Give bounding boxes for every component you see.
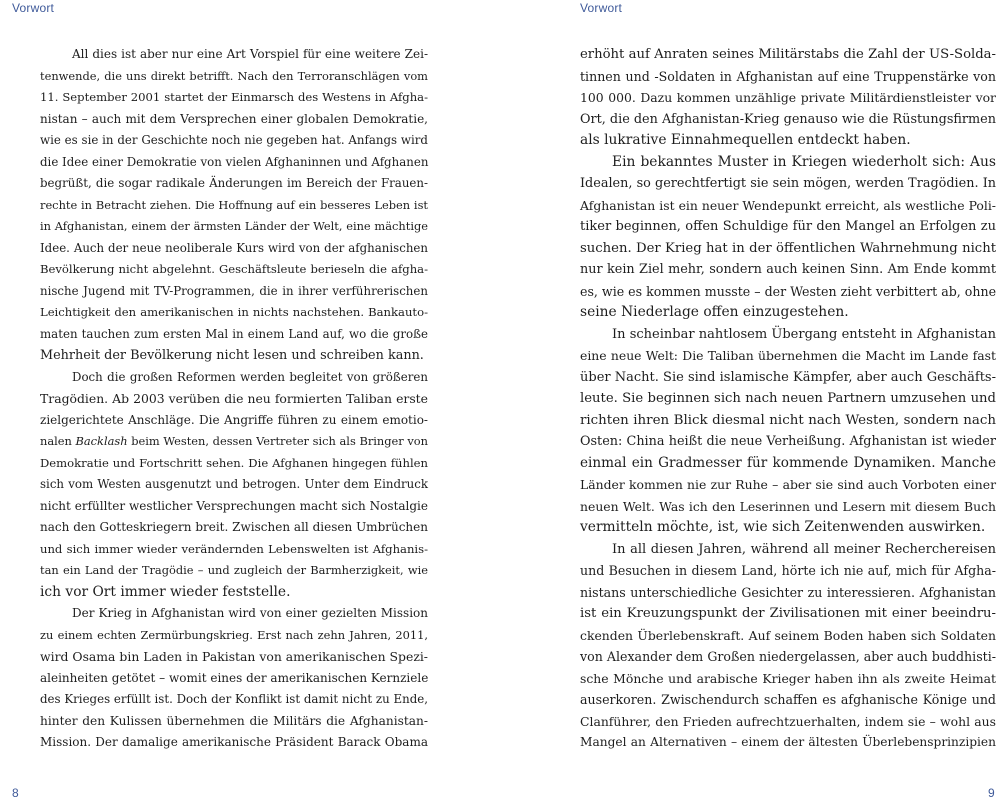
text-line: Leichtigkeit den amerikanischen in nichts nachstehen. Bankauto- xyxy=(40,305,428,319)
text-line: Mission. Der damalige amerikanische Präsident Barack Obama xyxy=(40,735,428,749)
text-line: leute. Sie beginnen sich nach neuen Partnern umzusehen und xyxy=(580,391,996,406)
text-line: Ein bekanntes Muster in Kriegen wiederholt sich: Aus xyxy=(612,153,996,170)
text-line: wie es sie in der Geschichte noch nie gegeben hat. Anfangs wird xyxy=(40,133,428,147)
text-line: Länder kommen nie zur Ruhe – aber sie sind auch Vorboten einer xyxy=(580,477,996,492)
text-line: in Afghanistan, einem der ärmsten Länder der Welt, eine mächtige xyxy=(40,219,428,233)
text-line: Clanführer, den Frieden aufrechtzuerhalten, indem sie – wohl aus xyxy=(580,713,996,729)
text-line: richten ihren Blick diesmal nicht nach Westen, sondern nach xyxy=(580,412,996,428)
text-line: und Besuchen in diesem Land, hörte ich nie auf, mich für Afgha- xyxy=(580,563,996,578)
text-line: aleinheiten getötet – womit eines der amerikanischen Kernziele xyxy=(40,670,429,685)
text-line: Demokratie und Fortschritt sehen. Die Afghanen hingegen fühlen xyxy=(40,455,428,470)
text-line: In all diesen Jahren, während all meiner Recherchereisen xyxy=(612,541,996,557)
text-line: von Alexander dem Großen niedergelassen, aber auch buddhisti- xyxy=(580,649,996,664)
body-text xyxy=(580,44,996,754)
text-line: 11. September 2001 startet der Einmarsch des Westens in Afgha- xyxy=(40,90,428,104)
page-number: 9 xyxy=(988,786,995,800)
text-line: ist ein Kreuzungspunkt der Zivilisationen mit einer beeindru- xyxy=(580,606,996,621)
text-line: auserkoren. Zwischendurch schaffen es afghanische Könige und xyxy=(580,692,996,707)
text-line: ich vor Ort immer wieder feststelle. xyxy=(40,583,291,600)
page-number: 8 xyxy=(12,786,19,800)
text-line: sche Mönche und arabische Krieger haben ihn als zweite Heimat xyxy=(580,670,996,686)
text-line: des Krieges erfüllt ist. Doch der Konflikt ist damit nicht zu Ende, xyxy=(40,692,428,706)
running-head: Vorwort xyxy=(12,1,55,15)
text-line: Afghanistan ist ein neuer Wendepunkt erreicht, als westliche Poli- xyxy=(580,197,996,213)
text-line: hinter den Kulissen übernehmen die Militärs die Afghanistan- xyxy=(40,713,428,728)
text-line: Mehrheit der Bevölkerung nicht lesen und schreiben kann. xyxy=(40,348,424,363)
running-head: Vorwort xyxy=(580,1,623,15)
text-line: nalen Backlash beim Westen, dessen Vertreter sich als Bringer von xyxy=(40,434,429,448)
text-line: seine Niederlage offen einzugestehen. xyxy=(580,304,849,320)
text-line: es, wie es kommen musste – der Westen zieht verbittert ab, ohne xyxy=(580,283,997,299)
text-line: In scheinbar nahtlosem Übergang entsteht in Afghanistan xyxy=(612,326,996,342)
text-line: nicht erfüllter westlicher Versprechungen macht sich Nostalgie xyxy=(40,498,428,513)
text-line: nistans unterschiedliche Gesichter zu interessieren. Afghanistan xyxy=(580,584,996,600)
text-line: Osten: China heißt die neue Verheißung. Afghanistan ist wieder xyxy=(580,434,996,449)
text-line: tenwende, die uns direkt betrifft. Nach den Terroranschlägen vom xyxy=(40,68,428,83)
text-line: tiker beginnen, offen Schuldige für den Mangel an Erfolgen zu xyxy=(580,219,996,234)
text-line: begrüßt, die sogar radikale Änderungen im Bereich der Frauen- xyxy=(40,176,428,190)
text-line: nur kein Ziel mehr, sondern auch keinen Sinn. Am Ende kommt xyxy=(580,262,996,277)
text-line: Bevölkerung nicht abgelehnt. Geschäftsleute berieseln die afgha- xyxy=(40,262,428,276)
text-line: Der Krieg in Afghanistan wird von einer gezielten Mission xyxy=(72,606,428,620)
text-line: erhöht auf Anraten seines Militärstabs die Zahl der US-Solda- xyxy=(580,47,996,62)
text-line: sich vom Westen ausgenutzt und betrogen. Unter dem Eindruck xyxy=(40,477,428,491)
text-line: nistan – auch mit dem Versprechen einer globalen Demokratie, xyxy=(40,111,428,126)
text-line: neuen Welt. Was ich den Leserinnen und Lesern mit diesem Buch xyxy=(580,498,996,514)
text-line: zielgerichtete Anschläge. Die Angriffe führen zu einem emotio- xyxy=(40,412,428,427)
text-line: die Idee einer Demokratie von vielen Afghaninnen und Afghanen xyxy=(40,154,429,169)
text-line: All dies ist aber nur eine Art Vorspiel für eine weitere Zei- xyxy=(72,47,428,61)
text-line: ckenden Überlebenskraft. Auf seinem Boden haben sich Soldaten xyxy=(580,627,996,643)
text-line: und sich immer wieder verändernden Lebenswelten ist Afghanis- xyxy=(40,541,428,556)
text-line: eine neue Welt: Die Taliban übernehmen die Macht im Lande fast xyxy=(580,348,996,363)
text-line: tinnen und -Soldaten in Afghanistan auf eine Truppenstärke von xyxy=(580,68,996,84)
text-line: nach den Gotteskriegern breit. Zwischen all diesen Umbrüchen xyxy=(40,520,428,534)
text-line: tan ein Land der Tragödie – und zugleich der Barmherzigkeit, wie xyxy=(40,563,428,577)
text-line: Tragödien. Ab 2003 verüben die neu formierten Taliban erste xyxy=(40,391,428,406)
text-line: Doch die großen Reformen werden begleitet von größeren xyxy=(72,369,428,384)
text-line: Idee. Auch der neue neoliberale Kurs wird von der afghanischen xyxy=(40,240,428,255)
text-line: maten tauchen zum ersten Mal in einem Land auf, wo die große xyxy=(40,326,428,341)
text-line: über Nacht. Sie sind islamische Kämpfer, aber auch Geschäfts- xyxy=(580,369,996,385)
text-line: vermitteln möchte, ist, wie sich Zeitenwenden auswirken. xyxy=(580,519,986,535)
text-line: zu einem echten Zermürbungskrieg. Erst nach zehn Jahren, 2011, xyxy=(40,627,428,642)
body-text xyxy=(40,44,428,754)
text-line: einmal ein Gradmesser für kommende Dynamiken. Manche xyxy=(580,454,996,471)
text-line: 100 000. Dazu kommen unzählige private Militärdienstleister vor xyxy=(580,90,996,105)
text-line: Idealen, so gerechtfertigt sie sein mögen, werden Tragödien. In xyxy=(580,176,996,191)
right-page xyxy=(500,0,1000,800)
text-line: wird Osama bin Laden in Pakistan von amerikanischen Spezi- xyxy=(40,649,428,664)
text-line: rechte in Betracht ziehen. Die Hoffnung auf ein besseres Leben ist xyxy=(40,197,428,212)
text-line: Ort, die den Afghanistan-Krieg genauso wie die Rüstungsfirmen xyxy=(580,111,996,127)
text-line: nische Jugend mit TV-Programmen, die in ihrer verführerischen xyxy=(40,283,428,298)
text-line: als lukrative Einnahmequellen entdeckt haben. xyxy=(580,132,911,148)
text-line: Mangel an Alternativen – einem der ältesten Überlebensprinzipien xyxy=(580,735,996,749)
text-line: suchen. Der Krieg hat in der öffentlichen Wahrnehmung nicht xyxy=(580,240,996,256)
